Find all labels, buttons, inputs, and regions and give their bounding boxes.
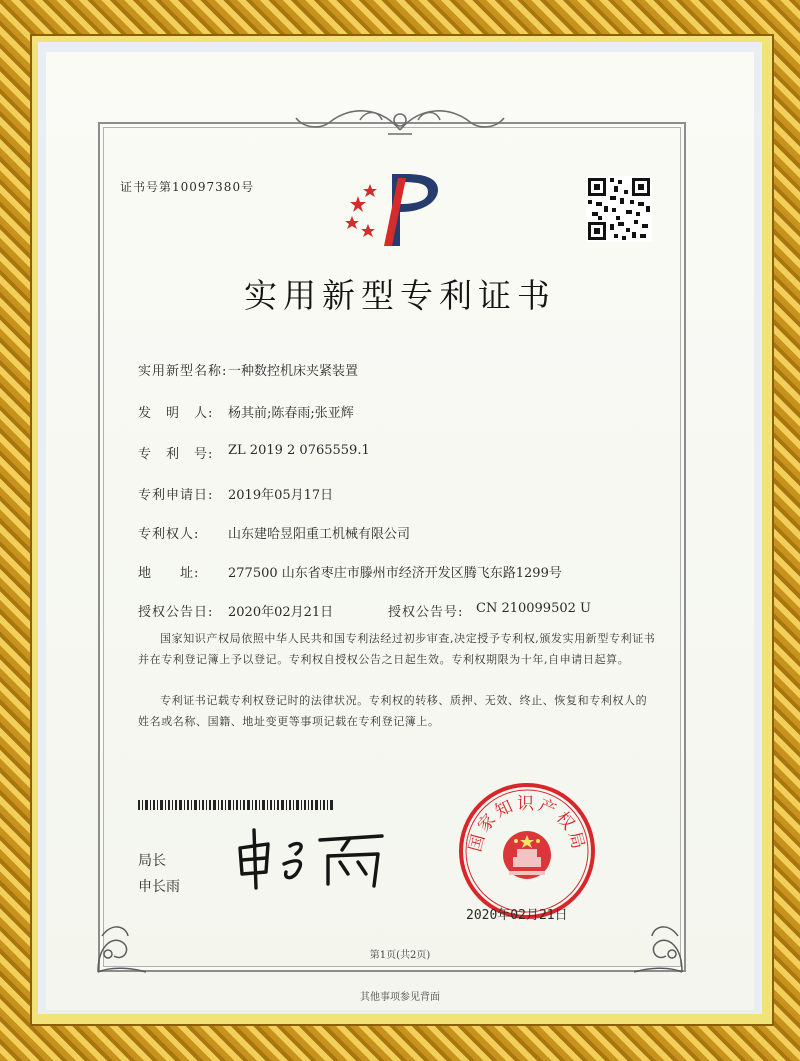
page-indicator: 第1页(共2页) — [369, 950, 431, 961]
certificate-number: 证书号第10097380号 — [120, 180, 255, 194]
top-ornament-icon — [290, 100, 510, 140]
barcode-icon — [138, 800, 334, 810]
director-name: 申长雨 — [138, 879, 180, 895]
inventor-value: 杨其前;陈春雨;张亚辉 — [228, 406, 354, 421]
qr-code-icon — [586, 176, 652, 242]
bottom-left-corner-ornament-icon — [92, 896, 152, 976]
grant-number-label: 授权公告号: — [388, 605, 464, 620]
director-title: 局长 — [138, 853, 166, 869]
legal-status-paragraph: 专利证书记载专利权登记时的法律状况。专利权的转移、质押、无效、终止、恢复和专利权人的姓名或名称、国籍、地址变更等事项记载在专利登记簿上。 — [138, 694, 648, 728]
seal-text: 国家知识产权局 — [465, 794, 589, 854]
patent-office-logo-icon — [340, 168, 444, 252]
patentee-label: 专利权人: — [138, 527, 200, 542]
certificate-title: 实用新型专利证书 — [244, 276, 556, 315]
inventor-label: 发 明 人: — [138, 406, 214, 421]
grant-date-value: 2020年02月21日 — [228, 605, 334, 620]
director-signature-icon — [232, 826, 392, 890]
model-name-value: 一种数控机床夹紧装置 — [228, 364, 359, 379]
address-value: 277500 山东省枣庄市滕州市经济开发区腾飞东路1299号 — [228, 566, 562, 581]
address-label: 地 址: — [138, 566, 200, 581]
grant-date-label: 授权公告日: — [138, 605, 214, 620]
official-seal-icon — [457, 781, 597, 921]
bottom-right-corner-ornament-icon — [628, 896, 688, 976]
patent-number-value: ZL 2019 2 0765559.1 — [228, 443, 370, 458]
model-name-label: 实用新型名称: — [138, 364, 228, 379]
patent-number-label: 专 利 号: — [138, 447, 214, 462]
grant-number-value: CN 210099502 U — [476, 601, 591, 616]
filing-date-value: 2019年05月17日 — [228, 488, 334, 503]
footer-note: 其他事项参见背面 — [360, 992, 440, 1003]
seal-date: 2020年02月21日 — [466, 908, 568, 923]
patentee-value: 山东建哈昱阳重工机械有限公司 — [228, 527, 411, 542]
filing-date-label: 专利申请日: — [138, 488, 214, 503]
grant-statement-paragraph: 国家知识产权局依照中华人民共和国专利法经过初步审查,决定授予专利权,颁发实用新型专利证书并在专利登记簿上予以登记。专利权自授权公告之日起生效。专利权期限为十年,自申请日起算。 — [138, 632, 656, 666]
